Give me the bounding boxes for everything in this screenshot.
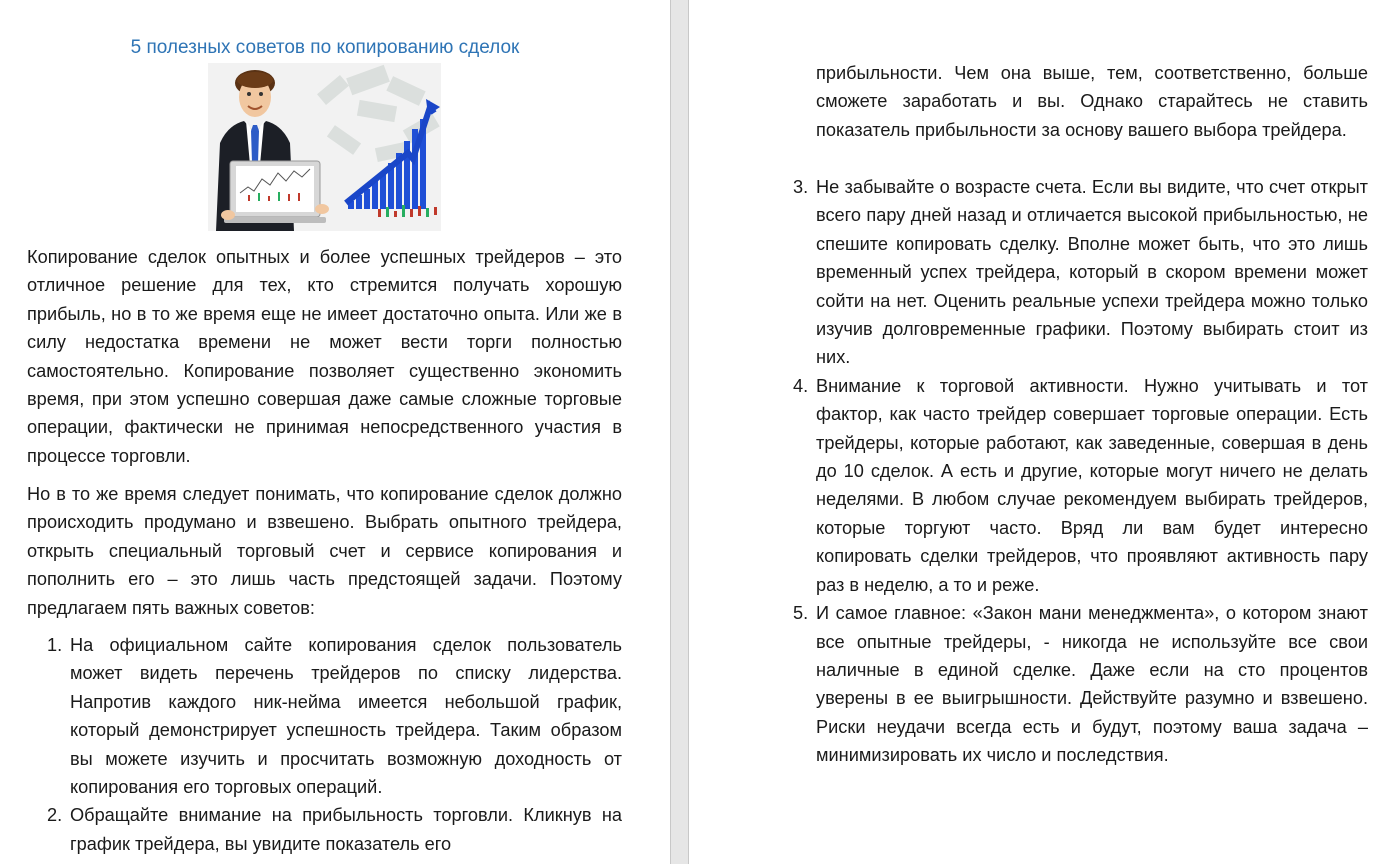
list-item-text: Обращайте внимание на прибыльность торговли. Кликнув на график трейдера, вы увидите показатель его [70, 805, 622, 854]
list-item-text: На официальном сайте копирования сделок пользователь может видеть перечень трейдеров по списку лидерства. Напротив каждого ник-нейма имеется небольшой график, который демонстрирует успешность трейдера. Таким образом вы можете изучить и просчитать возможную доходность от копирования его торговых операций. [70, 635, 622, 798]
list-item [793, 599, 1368, 769]
list-item-text: Не забывайте о возрасте счета. Если вы видите, что счет открыт всего пару дней назад и отличается высокой прибыльностью, не спешите копировать сделку. Вполне может быть, что это лишь временный успех трейдера, который в скором времени может сойти на нет. Оценить реальные успехи трейдера можно только изучив долговременные графики. Поэтому выбирать стоит из них. [816, 177, 1368, 368]
list-item-text: Внимание к торговой активности. Нужно учитывать и тот фактор, как часто трейдер совершает торговые операции. Есть трейдеры, которые работают, как заведенные, совершая в день до 10 сделок. А есть и другие, которые могут ничего не делать неделями. В любом случае рекомендуем выбирать трейдеров, которые торгуют часто. Вряд ли вам будет интересно копировать сделки трейдеров, что проявляют активность пару раз в неделю, а то и реже. [816, 375, 1368, 595]
list-item [47, 631, 622, 801]
list-item-number: 4. [793, 375, 809, 396]
paragraph-warning: Но в то же время следует понимать, что копирование сделок должно происходить продумано и взвешено. Выбрать опытного трейдера, открыть специальный торговый счет и сервисе копирования и пополнить его – это лишь часть предстоящей задачи. Поэтому предлагаем пять важных советов: [27, 484, 622, 618]
businessman-laptop-growth-chart-illustration [208, 63, 441, 231]
list-item [47, 801, 622, 858]
list-item-number: 1. [47, 635, 63, 655]
page-gap [670, 0, 689, 864]
paragraph-intro: Копирование сделок опытных и более успешных трейдеров – это отличное решение для тех, кто стремится получать хорошую прибыль, но в то же время еще не имеет достаточно опыта. Или же в силу недостатка времени не может вести торги полностью самостоятельно. Копирование позволяет существенно экономить время, при этом успешно совершая даже самые сложные торговые операции, фактически не принимая непосредственного участия в процессе торговли. [27, 247, 622, 466]
list-item-number: 2. [47, 805, 63, 826]
tips-list-part-2 [793, 173, 1368, 770]
page-left [0, 0, 670, 864]
list-item-number: 5. [793, 603, 809, 624]
list-item-continuation: прибыльности. Чем она выше, тем, соответственно, больше сможете заработать и вы. Однако старайтесь не ставить показатель прибыльности за основу вашего выбора трейдера. [816, 63, 1368, 140]
list-item [793, 173, 1368, 372]
document-title: 5 полезных советов по копированию сделок [130, 37, 520, 58]
list-item-number: 3. [793, 177, 809, 197]
tips-list-part-1 [47, 631, 622, 858]
list-item [793, 372, 1368, 599]
page-right [689, 0, 1395, 864]
list-item-text: И самое главное: «Закон мани менеджмента», о котором знают все опытные трейдеры, - никогда не используйте все свои наличные в единой сделке. Даже если на сто процентов уверены в ее выигрышности. Действуйте разумно и взвешено. Риски неудачи всегда есть и будут, поэтому ваша задача – минимизировать их число и последствия. [816, 603, 1368, 766]
